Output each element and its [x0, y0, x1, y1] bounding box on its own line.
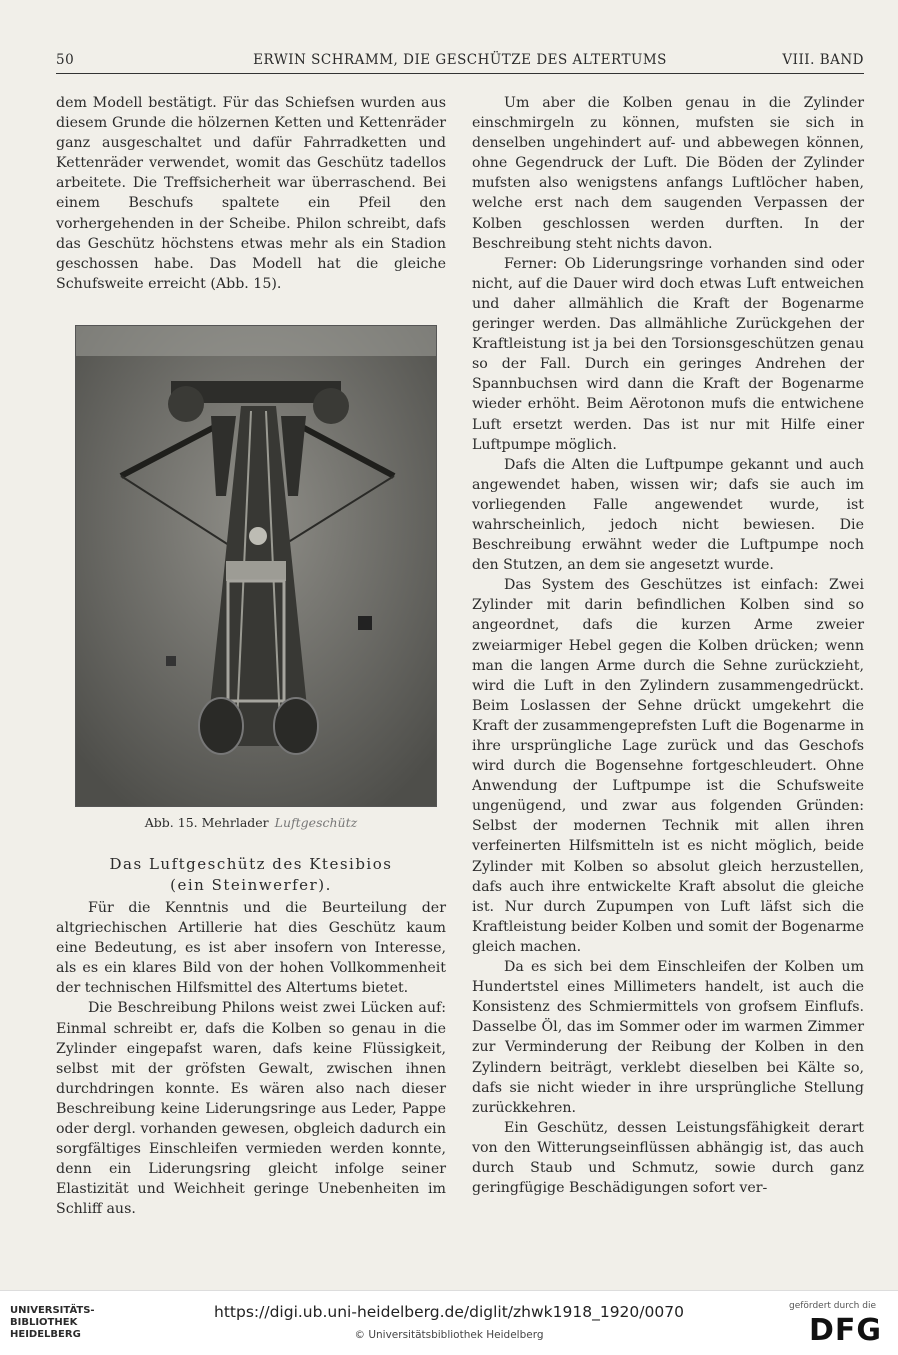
paragraph: dem Modell bestätigt. Für das Schiefsen wurden aus diesem Grunde die hölzernen Ketten und Kettenräder ganz ausgeschaltet und dafür Fahrradketten und Kettenräder verwendet, womit das Geschütz tadellos arbeitete. Die Treffsicherheit war überraschend. Bei einem Beschufs spaltete ein Pfeil den vorhergehenden in der Scheibe. Philon schreibt, dafs das Geschütz höchstens etwas mehr als ein Stadion geschossen habe. Das Modell hat die gleiche Schufsweite erreicht (Abb. 15).	[56, 95, 446, 292]
page-number: 50	[56, 52, 75, 68]
handwritten-note: Luftgeschütz	[274, 815, 358, 830]
header-rule	[56, 73, 864, 74]
figure-photo	[75, 325, 437, 807]
paragraph: Ferner: Ob Liderungsringe vorhanden sind oder nicht, auf die Dauer wird doch etwas Luft entweichen und daher allmählich die Kraft der Bogenarme geringer werden. Das allmähliche Zurückgehen der Kraftleistung ist ja bei den Torsionsgeschützen genau so der Fall. Durch ein geringes Andrehen der Spannbuchsen wird dann die Kraft der Bogenarme wieder erhöht. Beim Aërotonon mufs die entwichene Luft ersetzt werden. Das ist nur mit Hilfe einer Luftpumpe möglich.	[472, 255, 864, 453]
library-name-line: BIBLIOTHEK	[10, 1317, 78, 1328]
volume-label: VIII. BAND	[782, 52, 864, 68]
running-head	[56, 52, 864, 72]
caption-text: Abb. 15. Mehrlader	[144, 815, 269, 830]
running-title: ERWIN SCHRAMM, DIE GESCHÜTZE DES ALTERTUMS	[253, 52, 667, 68]
section-title-line: (ein Steinwerfer).	[170, 876, 332, 894]
paragraph: Das System des Geschützes ist einfach: Zwei Zylinder mit darin befindlichen Kolben sind so angeordnet, dafs die kurzen Arme zweier zweiarmiger Hebel gegen die Kolben drücken; wenn man die langen Arme durch die Sehne zurückzieht, wird die Luft in den Zylindern zusammengedrückt. Beim Loslassen der Sehne drückt umgekehrt die Kraft der zusammengeprefsten Luft die Bogenarme in ihre ursprüngliche Lage zurück und das Geschofs wird durch die Bogensehne fortgeschleudert. Ohne Anwendung der Luftpumpe ist die Schufsweite ungenügend, und zwar aus folgenden Gründen: Selbst der modernen Technik mit allen ihren verfeinerten Hilfsmitteln ist es nicht möglich, beide Zylinder mit Kolben so absolut gleich herzustellen, dafs auch ihre entwickelte Kraft absolut die gleiche ist. Nur durch Zupumpen von Luft läfst sich die Kraftleistung beider Kolben und somit der Bogenarme gleich machen.	[472, 577, 864, 955]
paragraph: Um aber die Kolben genau in die Zylinder einschmirgeln zu können, mufsten sie sich in denselben ungehindert auf- und abbewegen können, ohne Gegendruck der Luft. Die Böden der Zylinder mufsten also wenigstens anfangs Luftlöcher haben, welche erst nach dem saugenden Verpassen der Kolben geschlossen werden durften. In der Beschreibung steht nichts davon.	[472, 95, 864, 252]
section-title-line: Das Luftgeschütz des Ktesibios	[109, 855, 393, 873]
paragraph: Die Beschreibung Philons weist zwei Lücken auf: Einmal schreibt er, dafs die Kolben so genau in die Zylinder eingepafst waren, dafs keine Flüssigkeit, selbst mit der gröfsten Gewalt, zwischen ihnen durchdringen konnte. Es wären also nach dieser Beschreibung keine Liderungsringe aus Leder, Pappe oder dergl. vorhanden gewesen, obgleich dadurch ein sorgfältiges Einschleifen vermieden werden konnte, denn ein Liderungsring gleicht infolge seiner Elastizität und Weichheit geringe Unebenheiten im Schliff aus.	[56, 1000, 446, 1218]
library-name-line: UNIVERSITÄTS-	[10, 1305, 95, 1316]
right-column	[472, 93, 864, 1198]
paragraph: Für die Kenntnis und die Beurteilung der altgriechischen Artillerie hat dies Geschütz kaum eine Bedeutung, es ist aber insofern von Interesse, als es ein klares Bild von der hohen Vollkommenheit der technischen Hilfsmittel des Altertums bietet.	[56, 900, 446, 997]
paragraph: Da es sich bei dem Einschleifen der Kolben um Hundertstel eines Millimeters handelt, ist auch die Konsistenz des Schmiermittels von grofsem Einflufs. Dasselbe Öl, das im Sommer oder im warmen Zimmer zur Verminderung der Reibung der Kolben in den Zylindern beiträgt, verklebt dieselben bei Kälte so, dafs sie nicht wieder in ihre ursprüngliche Stellung zurückkehren.	[472, 959, 864, 1116]
funded-by-label: gefördert durch die	[789, 1301, 876, 1311]
section-title	[56, 854, 446, 896]
viewer-footer	[0, 1290, 898, 1355]
copyright-notice: © Universitätsbibliothek Heidelberg	[354, 1329, 544, 1341]
paragraph: Ein Geschütz, dessen Leistungsfähigkeit derart von den Witterungseinflüssen abhängig ist, das auch durch Staub und Schmutz, sowie durch ganz geringfügige Beschädigungen sofort ver-	[472, 1119, 864, 1197]
catapult-photo-illustration	[76, 326, 436, 806]
dfg-logo[interactable]: DFG	[808, 1313, 882, 1348]
permalink-url[interactable]: https://digi.ub.uni-heidelberg.de/diglit/zhwk1918_1920/0070	[214, 1303, 684, 1321]
paragraph: Dafs die Alten die Luftpumpe gekannt und auch angewendet haben, wissen wir; dafs sie auch im vorliegenden Falle angewendet wurde, ist wahrscheinlich, jedoch nicht bewiesen. Die Beschreibung erwähnt weder die Luftpumpe noch den Stutzen, an dem sie angesetzt wurde.	[472, 456, 864, 574]
left-column-top	[56, 93, 446, 294]
figure-caption	[56, 815, 446, 830]
library-name-line: HEIDELBERG	[10, 1329, 81, 1340]
left-column-bottom	[56, 898, 446, 1220]
